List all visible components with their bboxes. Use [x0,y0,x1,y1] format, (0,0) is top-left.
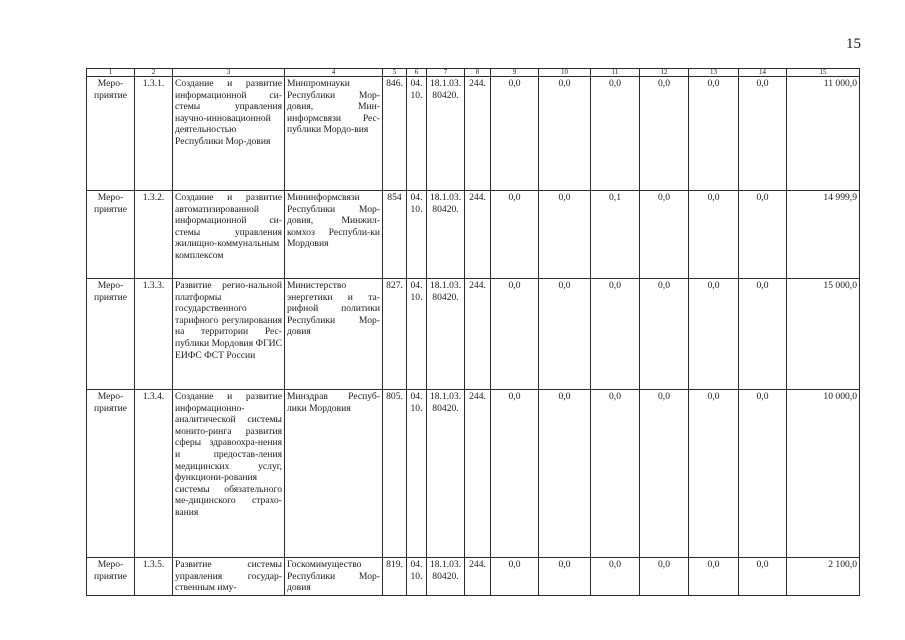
amount-col-11: 0,0 [591,279,640,390]
column-number: 15 [787,69,860,77]
amount-col-13: 0,0 [689,191,739,279]
table-row [87,191,860,279]
expense-type-code: 244. [465,191,491,279]
amount-col-15: 2 100,0 [787,558,860,596]
amount-col-14: 0,0 [739,390,787,558]
expense-type-code: 244. [465,77,491,191]
column-number: 1 [87,69,135,77]
amount-col-11: 0,0 [591,77,640,191]
amount-col-13: 0,0 [689,77,739,191]
column-number: 14 [739,69,787,77]
amount-col-13: 0,0 [689,390,739,558]
activity-code: 1.3.1. [135,77,173,191]
expense-type-code: 244. [465,558,491,596]
amount-col-12: 0,0 [640,390,689,558]
amount-col-9: 0,0 [491,191,539,279]
admin-code: 827. [383,279,407,390]
amount-col-10: 0,0 [539,191,591,279]
page-number: 15 [846,36,861,52]
expense-type-code: 244. [465,390,491,558]
activity-code: 1.3.2. [135,191,173,279]
admin-code: 846. [383,77,407,191]
activity-code: 1.3.3. [135,279,173,390]
column-number: 8 [465,69,491,77]
amount-col-14: 0,0 [739,77,787,191]
table-row [87,390,860,558]
target-article-code: 18.1.03. 80420. [427,191,465,279]
amount-col-12: 0,0 [640,279,689,390]
budget-table [86,68,860,596]
admin-code: 854 [383,191,407,279]
amount-col-14: 0,0 [739,279,787,390]
activity-code: 1.3.5. [135,558,173,596]
amount-col-13: 0,0 [689,279,739,390]
section-code: 04. 10. [407,77,427,191]
column-number: 10 [539,69,591,77]
row-type-label: Меро- приятие [87,279,135,390]
responsible-executor: Минпромнауки Республики Мор-довия, Мин-информсвязи Рес-публики Мордо-вия [285,77,383,191]
column-number: 11 [591,69,640,77]
amount-col-15: 10 000,0 [787,390,860,558]
row-type-label: Меро- приятие [87,558,135,596]
amount-col-11: 0,0 [591,558,640,596]
amount-col-12: 0,0 [640,77,689,191]
responsible-executor: Министерство энергетики и та-рифной политики Республики Мор-довия [285,279,383,390]
target-article-code: 18.1.03. 80420. [427,558,465,596]
table-row [87,558,860,596]
amount-col-13: 0,0 [689,558,739,596]
amount-col-14: 0,0 [739,558,787,596]
amount-col-9: 0,0 [491,279,539,390]
column-number: 13 [689,69,739,77]
column-number: 9 [491,69,539,77]
section-code: 04. 10. [407,558,427,596]
table-row [87,77,860,191]
column-number: 4 [285,69,383,77]
column-number: 3 [173,69,285,77]
activity-name: Развитие регио-нальной платформы государственного тарифного регулирования на территории Рес-публики Мордовия ФГИС ЕИФС ФСТ России [173,279,285,390]
column-number: 5 [383,69,407,77]
column-number: 7 [427,69,465,77]
column-number: 6 [407,69,427,77]
amount-col-14: 0,0 [739,191,787,279]
admin-code: 819. [383,558,407,596]
responsible-executor: Минздрав Респуб-лики Мордовия [285,390,383,558]
section-code: 04. 10. [407,390,427,558]
amount-col-10: 0,0 [539,279,591,390]
activity-name: Создание и развитие информационной си-стемы управления научно-инновационной деятельностью Республики Мор-довия [173,77,285,191]
column-number: 2 [135,69,173,77]
table-body [87,69,860,596]
amount-col-10: 0,0 [539,390,591,558]
expense-type-code: 244. [465,279,491,390]
column-numbers-row [87,69,860,77]
amount-col-15: 14 999,9 [787,191,860,279]
amount-col-15: 15 000,0 [787,279,860,390]
amount-col-9: 0,0 [491,390,539,558]
amount-col-11: 0,1 [591,191,640,279]
section-code: 04. 10. [407,191,427,279]
target-article-code: 18.1.03. 80420. [427,77,465,191]
admin-code: 805. [383,390,407,558]
amount-col-12: 0,0 [640,558,689,596]
amount-col-11: 0,0 [591,390,640,558]
activity-name: Создание и развитие автоматизированной информационной си-стемы управления жилищно-коммунальным комплексом [173,191,285,279]
row-type-label: Меро- приятие [87,191,135,279]
activity-code: 1.3.4. [135,390,173,558]
row-type-label: Меро- приятие [87,390,135,558]
amount-col-10: 0,0 [539,77,591,191]
amount-col-9: 0,0 [491,77,539,191]
target-article-code: 18.1.03. 80420. [427,279,465,390]
activity-name: Создание и развитие информационно-аналитической системы монито-ринга развития сферы здравоохра-нения и предостав-ления медицинских услуг, функциони-рования системы обязательного ме-дицинского страхо-вания [173,390,285,558]
activity-name: Развитие системы управления государ-ственным иму- [173,558,285,596]
row-type-label: Меро- приятие [87,77,135,191]
section-code: 04. 10. [407,279,427,390]
column-number: 12 [640,69,689,77]
amount-col-15: 11 000,0 [787,77,860,191]
responsible-executor: Мининформсвязи Республики Мор-довия, Минжил-комхоз Республи-ки Мордовия [285,191,383,279]
table-row [87,279,860,390]
amount-col-9: 0,0 [491,558,539,596]
amount-col-10: 0,0 [539,558,591,596]
target-article-code: 18.1.03. 80420. [427,390,465,558]
amount-col-12: 0,0 [640,191,689,279]
responsible-executor: Госкомимущество Республики Мор-довия [285,558,383,596]
